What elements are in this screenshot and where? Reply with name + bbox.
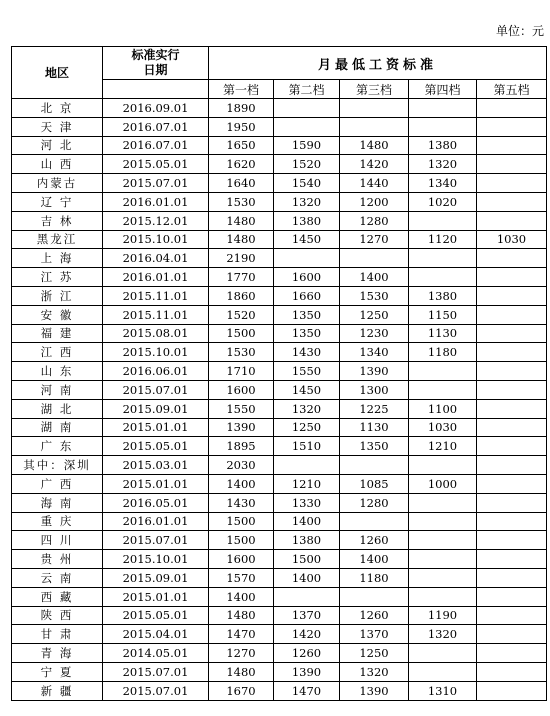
tier-1-cell: 1400 (209, 474, 274, 493)
tier-2-cell: 1350 (274, 305, 340, 324)
table-row (12, 662, 547, 681)
region-cell: 江 西 (12, 343, 103, 362)
tier-5-cell (477, 644, 547, 663)
tier-1-cell: 1530 (209, 192, 274, 211)
tier-5-cell (477, 174, 547, 193)
tier-4-cell: 1100 (409, 399, 477, 418)
tier-4-cell (409, 380, 477, 399)
tier-2-cell: 1210 (274, 474, 340, 493)
tier-1-cell: 1390 (209, 418, 274, 437)
tier-4-cell (409, 117, 477, 136)
region-cell: 云 南 (12, 568, 103, 587)
date-cell: 2016.09.01 (103, 99, 209, 118)
region-cell: 吉 林 (12, 211, 103, 230)
date-cell: 2015.09.01 (103, 399, 209, 418)
tier-3-cell: 1370 (340, 625, 409, 644)
region-cell: 福 建 (12, 324, 103, 343)
table-row (12, 343, 547, 362)
date-header-line2: 日期 (143, 63, 168, 77)
tier-3-cell: 1320 (340, 662, 409, 681)
table-row (12, 587, 547, 606)
tier-2-cell: 1320 (274, 192, 340, 211)
date-cell: 2016.01.01 (103, 512, 209, 531)
tier-2-cell: 1590 (274, 136, 340, 155)
region-cell: 黑龙江 (12, 230, 103, 249)
tier-4-cell: 1190 (409, 606, 477, 625)
tier-5-cell (477, 286, 547, 305)
date-cell: 2014.05.01 (103, 644, 209, 663)
tier-2-header: 第二档 (274, 80, 340, 99)
region-cell: 广 西 (12, 474, 103, 493)
date-cell: 2015.10.01 (103, 550, 209, 569)
tier-4-cell (409, 512, 477, 531)
region-cell: 辽 宁 (12, 192, 103, 211)
tier-5-cell (477, 362, 547, 381)
tier-5-cell (477, 324, 547, 343)
tier-4-cell (409, 268, 477, 287)
table-row (12, 211, 547, 230)
table-row (12, 418, 547, 437)
tier-1-cell: 1710 (209, 362, 274, 381)
tier-5-cell (477, 662, 547, 681)
tier-5-cell (477, 625, 547, 644)
tier-1-cell: 1670 (209, 681, 274, 700)
tier-2-cell: 1420 (274, 625, 340, 644)
tier-1-cell: 1530 (209, 343, 274, 362)
tier-1-cell: 1860 (209, 286, 274, 305)
tier-4-cell: 1130 (409, 324, 477, 343)
table-row (12, 380, 547, 399)
tier-5-cell (477, 117, 547, 136)
tier-1-header: 第一档 (209, 80, 274, 99)
date-cell: 2015.05.01 (103, 155, 209, 174)
tier-4-header: 第四档 (409, 80, 477, 99)
region-cell: 天 津 (12, 117, 103, 136)
region-cell: 甘 肃 (12, 625, 103, 644)
unit-label: 单位：元 (495, 24, 544, 38)
tier-3-cell: 1400 (340, 268, 409, 287)
region-cell: 江 苏 (12, 268, 103, 287)
tier-2-cell (274, 99, 340, 118)
table-row (12, 117, 547, 136)
table-body (12, 99, 547, 701)
tier-3-cell (340, 456, 409, 475)
tier-4-cell: 1340 (409, 174, 477, 193)
date-cell: 2016.06.01 (103, 362, 209, 381)
tier-1-cell: 1950 (209, 117, 274, 136)
region-cell: 宁 夏 (12, 662, 103, 681)
tier-1-cell: 1470 (209, 625, 274, 644)
tier-2-cell: 1380 (274, 531, 340, 550)
tier-1-cell: 1500 (209, 512, 274, 531)
tier-2-cell: 1320 (274, 399, 340, 418)
date-cell: 2015.04.01 (103, 625, 209, 644)
tier-3-cell: 1260 (340, 531, 409, 550)
tier-4-cell (409, 99, 477, 118)
tier-5-cell (477, 456, 547, 475)
tier-5-cell (477, 155, 547, 174)
tier-1-cell: 1650 (209, 136, 274, 155)
region-cell: 河 北 (12, 136, 103, 155)
tier-1-cell: 1890 (209, 99, 274, 118)
tier-3-cell: 1390 (340, 681, 409, 700)
date-cell: 2016.07.01 (103, 136, 209, 155)
tier-5-cell (477, 531, 547, 550)
tier-1-cell: 1770 (209, 268, 274, 287)
tier-4-cell (409, 644, 477, 663)
tier-3-cell: 1250 (340, 305, 409, 324)
tier-2-cell: 1470 (274, 681, 340, 700)
tier-3-cell: 1180 (340, 568, 409, 587)
region-cell: 新 疆 (12, 681, 103, 700)
date-cell: 2015.07.01 (103, 380, 209, 399)
tier-3-cell: 1390 (340, 362, 409, 381)
tier-4-cell: 1210 (409, 437, 477, 456)
region-cell: 广 东 (12, 437, 103, 456)
tier-4-cell (409, 550, 477, 569)
tier-5-cell (477, 380, 547, 399)
tier-1-cell: 1550 (209, 399, 274, 418)
region-cell: 浙 江 (12, 286, 103, 305)
tier-2-cell: 1380 (274, 211, 340, 230)
region-header: 地区 (12, 47, 103, 99)
date-cell: 2015.11.01 (103, 286, 209, 305)
date-cell: 2015.01.01 (103, 587, 209, 606)
tier-4-cell: 1180 (409, 343, 477, 362)
date-cell: 2015.01.01 (103, 474, 209, 493)
table-row (12, 324, 547, 343)
tier-3-cell: 1300 (340, 380, 409, 399)
region-cell: 山 东 (12, 362, 103, 381)
region-cell: 青 海 (12, 644, 103, 663)
tier-3-cell (340, 512, 409, 531)
tier-5-cell (477, 550, 547, 569)
tier-4-cell (409, 249, 477, 268)
tier-5-cell (477, 437, 547, 456)
tier-1-cell: 1480 (209, 230, 274, 249)
region-cell: 山 西 (12, 155, 103, 174)
tier-5-cell (477, 399, 547, 418)
tier-2-cell (274, 249, 340, 268)
tier-1-cell: 1640 (209, 174, 274, 193)
region-cell: 重 庆 (12, 512, 103, 531)
tier-1-cell: 1400 (209, 587, 274, 606)
region-cell: 海 南 (12, 493, 103, 512)
tier-5-header: 第五档 (477, 80, 547, 99)
table-row (12, 493, 547, 512)
tier-2-cell: 1550 (274, 362, 340, 381)
region-cell: 贵 州 (12, 550, 103, 569)
table-row (12, 155, 547, 174)
date-cell: 2015.07.01 (103, 662, 209, 681)
tier-1-cell: 1620 (209, 155, 274, 174)
table-row (12, 531, 547, 550)
table-row (12, 249, 547, 268)
region-cell: 四 川 (12, 531, 103, 550)
date-cell: 2015.05.01 (103, 606, 209, 625)
tier-1-cell: 1520 (209, 305, 274, 324)
tier-3-cell: 1280 (340, 493, 409, 512)
date-cell: 2016.05.01 (103, 493, 209, 512)
tier-2-cell: 1400 (274, 512, 340, 531)
tier-3-cell: 1280 (340, 211, 409, 230)
date-cell: 2016.01.01 (103, 192, 209, 211)
tier-4-cell: 1320 (409, 155, 477, 174)
table-row (12, 606, 547, 625)
tier-3-cell: 1200 (340, 192, 409, 211)
tier-3-cell: 1085 (340, 474, 409, 493)
tier-1-cell: 1480 (209, 606, 274, 625)
tier-1-cell: 1480 (209, 211, 274, 230)
tier-1-cell: 1600 (209, 550, 274, 569)
region-cell: 内蒙古 (12, 174, 103, 193)
tier-3-header: 第三档 (340, 80, 409, 99)
tier-5-cell (477, 474, 547, 493)
table-row (12, 568, 547, 587)
tier-1-cell: 1430 (209, 493, 274, 512)
tier-2-cell: 1450 (274, 380, 340, 399)
date-cell: 2015.12.01 (103, 211, 209, 230)
date-cell: 2015.01.01 (103, 418, 209, 437)
tier-4-cell: 1020 (409, 192, 477, 211)
tier-3-cell (340, 587, 409, 606)
table-row (12, 192, 547, 211)
tier-5-cell (477, 305, 547, 324)
tier-2-cell: 1660 (274, 286, 340, 305)
tier-5-cell (477, 343, 547, 362)
tier-3-cell: 1420 (340, 155, 409, 174)
date-header-line1: 标准实行 (131, 48, 180, 62)
tier-3-cell: 1270 (340, 230, 409, 249)
tier-5-cell (477, 493, 547, 512)
tier-3-cell (340, 117, 409, 136)
tier-5-cell (477, 681, 547, 700)
date-cell: 2015.07.01 (103, 174, 209, 193)
date-cell: 2015.09.01 (103, 568, 209, 587)
tier-3-cell: 1530 (340, 286, 409, 305)
table-row (12, 474, 547, 493)
tier-2-cell: 1510 (274, 437, 340, 456)
tier-1-cell: 1895 (209, 437, 274, 456)
table-row (12, 625, 547, 644)
tier-4-cell: 1320 (409, 625, 477, 644)
table-row (12, 136, 547, 155)
tier-4-cell (409, 456, 477, 475)
tier-5-cell (477, 136, 547, 155)
region-cell: 其中：深圳 (12, 456, 103, 475)
table-row (12, 230, 547, 249)
tier-1-cell: 1570 (209, 568, 274, 587)
table-row (12, 550, 547, 569)
tier-4-cell (409, 362, 477, 381)
tier-2-cell: 1250 (274, 418, 340, 437)
tier-5-cell (477, 606, 547, 625)
date-cell: 2016.04.01 (103, 249, 209, 268)
tier-1-cell: 2030 (209, 456, 274, 475)
tier-1-cell: 1500 (209, 531, 274, 550)
tier-2-cell: 1390 (274, 662, 340, 681)
tier-3-cell: 1260 (340, 606, 409, 625)
min-wage-table (11, 46, 547, 701)
date-cell: 2016.01.01 (103, 268, 209, 287)
tier-2-cell: 1350 (274, 324, 340, 343)
tier-4-cell: 1310 (409, 681, 477, 700)
table-row (12, 174, 547, 193)
table-row (12, 362, 547, 381)
table-row (12, 305, 547, 324)
tier-2-cell: 1540 (274, 174, 340, 193)
table-row (12, 681, 547, 700)
tier-3-cell: 1400 (340, 550, 409, 569)
tier-2-cell: 1450 (274, 230, 340, 249)
tier-5-cell (477, 418, 547, 437)
tier-5-cell (477, 512, 547, 531)
table-row (12, 512, 547, 531)
tier-1-cell: 1500 (209, 324, 274, 343)
date-header (103, 47, 209, 80)
tier-2-cell (274, 456, 340, 475)
tier-5-cell (477, 99, 547, 118)
tier-2-cell: 1520 (274, 155, 340, 174)
tier-4-cell (409, 531, 477, 550)
region-cell: 上 海 (12, 249, 103, 268)
tier-3-cell (340, 249, 409, 268)
tier-4-cell (409, 587, 477, 606)
tier-2-cell: 1400 (274, 568, 340, 587)
table-row (12, 437, 547, 456)
tier-3-cell: 1130 (340, 418, 409, 437)
date-header-blank (103, 80, 209, 99)
tier-2-cell (274, 117, 340, 136)
tier-4-cell (409, 662, 477, 681)
table-row (12, 99, 547, 118)
tier-1-cell: 1600 (209, 380, 274, 399)
tier-4-cell: 1120 (409, 230, 477, 249)
date-cell: 2015.11.01 (103, 305, 209, 324)
table-row (12, 399, 547, 418)
tier-3-cell: 1250 (340, 644, 409, 663)
table-row (12, 644, 547, 663)
region-cell: 西 藏 (12, 587, 103, 606)
tier-3-cell: 1440 (340, 174, 409, 193)
tier-4-cell: 1150 (409, 305, 477, 324)
region-cell: 湖 北 (12, 399, 103, 418)
tier-1-cell: 1480 (209, 662, 274, 681)
date-cell: 2015.08.01 (103, 324, 209, 343)
region-cell: 湖 南 (12, 418, 103, 437)
tier-4-cell: 1030 (409, 418, 477, 437)
tier-5-cell (477, 249, 547, 268)
tier-2-cell: 1600 (274, 268, 340, 287)
region-cell: 陕 西 (12, 606, 103, 625)
tier-2-cell: 1500 (274, 550, 340, 569)
date-cell: 2015.07.01 (103, 681, 209, 700)
table-row (12, 456, 547, 475)
tier-4-cell (409, 211, 477, 230)
region-cell: 北 京 (12, 99, 103, 118)
tier-3-cell: 1350 (340, 437, 409, 456)
tier-2-cell: 1370 (274, 606, 340, 625)
tier-4-cell (409, 568, 477, 587)
tier-4-cell: 1000 (409, 474, 477, 493)
header-row-1 (12, 47, 547, 80)
tier-5-cell (477, 568, 547, 587)
tier-1-cell: 2190 (209, 249, 274, 268)
tier-2-cell: 1430 (274, 343, 340, 362)
tier-1-cell: 1270 (209, 644, 274, 663)
table-row (12, 268, 547, 287)
tier-4-cell: 1380 (409, 136, 477, 155)
date-cell: 2015.07.01 (103, 531, 209, 550)
region-cell: 安 徽 (12, 305, 103, 324)
tier-5-cell (477, 268, 547, 287)
tier-3-cell: 1230 (340, 324, 409, 343)
tier-5-cell (477, 192, 547, 211)
tier-4-cell: 1380 (409, 286, 477, 305)
table-row (12, 286, 547, 305)
region-cell: 河 南 (12, 380, 103, 399)
tier-3-cell: 1480 (340, 136, 409, 155)
date-cell: 2015.10.01 (103, 230, 209, 249)
tier-3-cell: 1340 (340, 343, 409, 362)
date-cell: 2015.05.01 (103, 437, 209, 456)
tier-3-cell: 1225 (340, 399, 409, 418)
date-cell: 2015.03.01 (103, 456, 209, 475)
date-cell: 2015.10.01 (103, 343, 209, 362)
tier-5-cell: 1030 (477, 230, 547, 249)
tier-5-cell (477, 211, 547, 230)
tier-2-cell (274, 587, 340, 606)
date-cell: 2016.07.01 (103, 117, 209, 136)
tier-4-cell (409, 493, 477, 512)
wage-standard-title: 月最低工资标准 (209, 47, 547, 80)
tier-3-cell (340, 99, 409, 118)
tier-5-cell (477, 587, 547, 606)
tier-2-cell: 1330 (274, 493, 340, 512)
tier-2-cell: 1260 (274, 644, 340, 663)
